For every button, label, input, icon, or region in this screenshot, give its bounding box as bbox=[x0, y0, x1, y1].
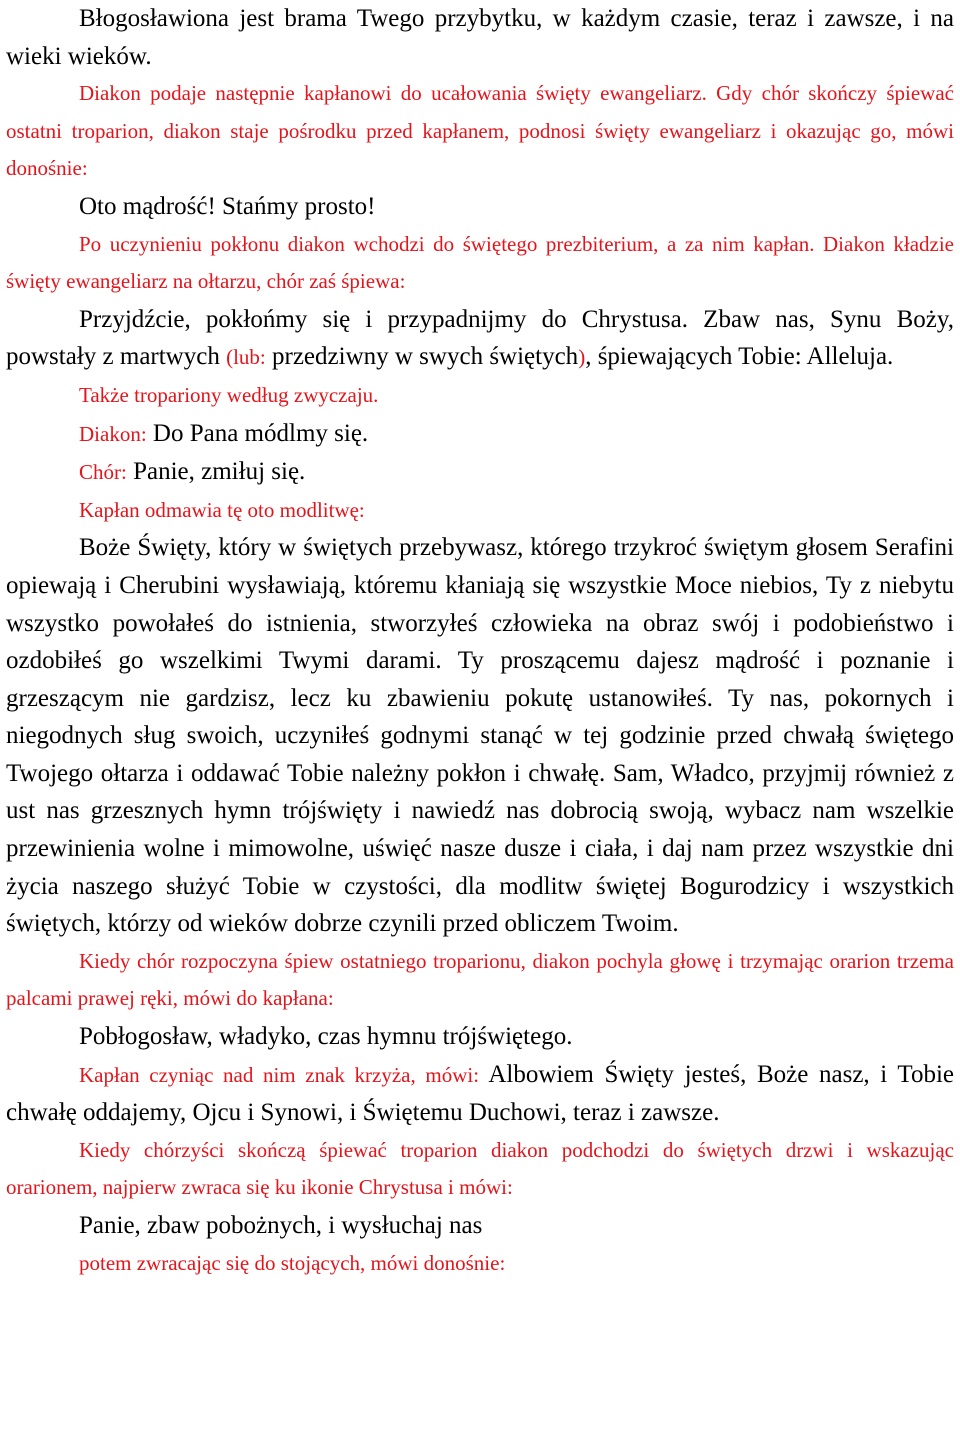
deacon-line-text: Do Pana módlmy się. bbox=[146, 419, 369, 447]
variant-text: przedziwny w swych świętych bbox=[265, 343, 579, 371]
come-let-us-worship bbox=[6, 301, 954, 377]
rubric-troparia: Także tropariony według zwyczaju. bbox=[79, 382, 379, 407]
rubric-turning-to-people: potem zwracając się do stojących, mówi donośnie: bbox=[79, 1250, 506, 1275]
blessing-text: Błogosławiona jest brama Twego przybytku, w każdym czasie, teraz i zawsze, i na wieki wieków. bbox=[6, 5, 954, 70]
priest-blessing bbox=[6, 1056, 954, 1132]
save-the-pious-text: Panie, zbaw pobożnych, i wysłuchaj nas bbox=[79, 1212, 483, 1239]
choir-line bbox=[6, 453, 954, 492]
choir-role-label: Chór: bbox=[79, 460, 127, 485]
rubric-priest-prayer: Kapłan odmawia tę oto modlitwę: bbox=[79, 497, 365, 522]
deacon-line bbox=[6, 415, 954, 454]
rubric-gospel-book: Diakon podaje następnie kapłanowi do ucałowania święty ewangeliarz. Gdy chór skończy śpiewać ostatni troparion, diakon staje pośrodku przed kapłanem, podnosi święty ewangeliarz i okazując go, mówi donośnie: bbox=[6, 81, 954, 181]
alleluia-text: , śpiewających Tobie: Alleluja. bbox=[585, 343, 894, 371]
rubric-holy-doors: Kiedy chórzyści skończą śpiewać troparion diakon podchodzi do świętych drzwi i wskazując orarionem, najpierw zwraca się ku ikonie Chrystusa i mówi: bbox=[6, 1137, 954, 1200]
variant-marker-close: ) bbox=[578, 345, 586, 370]
priest-blessing-text: Albowiem Święty jesteś, Boże nasz, i Tobie chwałę oddajemy, Ojcu i Synowi, i Świętemu Duchowi, teraz i zawsze. bbox=[6, 1060, 954, 1127]
deacon-role-label: Diakon: bbox=[79, 421, 147, 446]
trisagion-prayer: Boże Święty, który w świętych przebywasz, którego trzykroć świętym głosem Serafini opiewają i Cherubini wysławiają, któremu kłaniają się wszystkie Moce niebios, Ty z niebytu wszystko powołałeś do istnienia, stworzyłeś człowieka na obraz swój i podobieństwo i ozdobiłeś go wszelkimi Twymi darami. Ty proszącemu dajesz mądrość i poznanie i grzeszącym nie gardzisz, lecz ku zbawieniu pokutę ustanowiłeś. Ty nas, pokornych i niegodnych sług swoich, uczyniłeś godnymi stanąć w tej godzinie przed chwałą świętego Twojego ołtarza i oddawać Tobie należny pokłon i chwałę. Sam, Władco, przyjmij również z ust nas grzesznych hymn trójświęty i nawiedź nas dobrocią swoją, wybacz nam wszelkie przewinienia wolne i mimowolne, uświęć nasze dusze i ciała, i daj nam przez wszystkie dni życia naszego służyć Tobie w czystości, dla modlitw świętej Bogurodzicy i wszystkich świętych, którzy od wieków dobrze czynili przed obliczem Twoim. bbox=[6, 534, 954, 938]
priest-blessing-rubric: Kapłan czyniąc nad nim znak krzyża, mówi: bbox=[79, 1062, 480, 1087]
come-let-us-worship-text: Przyjdźcie, pokłońmy się i przypadnijmy do Chrystusa. Zbaw nas, Synu Boży, powstały z martwych bbox=[6, 305, 954, 371]
rubric-entrance: Po uczynieniu pokłonu diakon wchodzi do świętego prezbiterium, a za nim kapłan. Diakon kładzie święty ewangeliarz na ołtarzu, chór zaś śpiewa: bbox=[6, 231, 954, 294]
variant-marker-open: (lub: bbox=[226, 345, 266, 370]
choir-line-text: Panie, zmiłuj się. bbox=[126, 458, 306, 486]
wisdom-proclamation: Oto mądrość! Stańmy prosto! bbox=[79, 192, 376, 220]
rubric-last-troparion: Kiedy chór rozpoczyna śpiew ostatniego troparionu, diakon pochyla głowę i trzymając orarion trzema palcami prawej ręki, mówi do kapłana: bbox=[6, 948, 954, 1011]
bless-master-text: Pobłogosław, władyko, czas hymnu trójświętego. bbox=[79, 1023, 573, 1051]
